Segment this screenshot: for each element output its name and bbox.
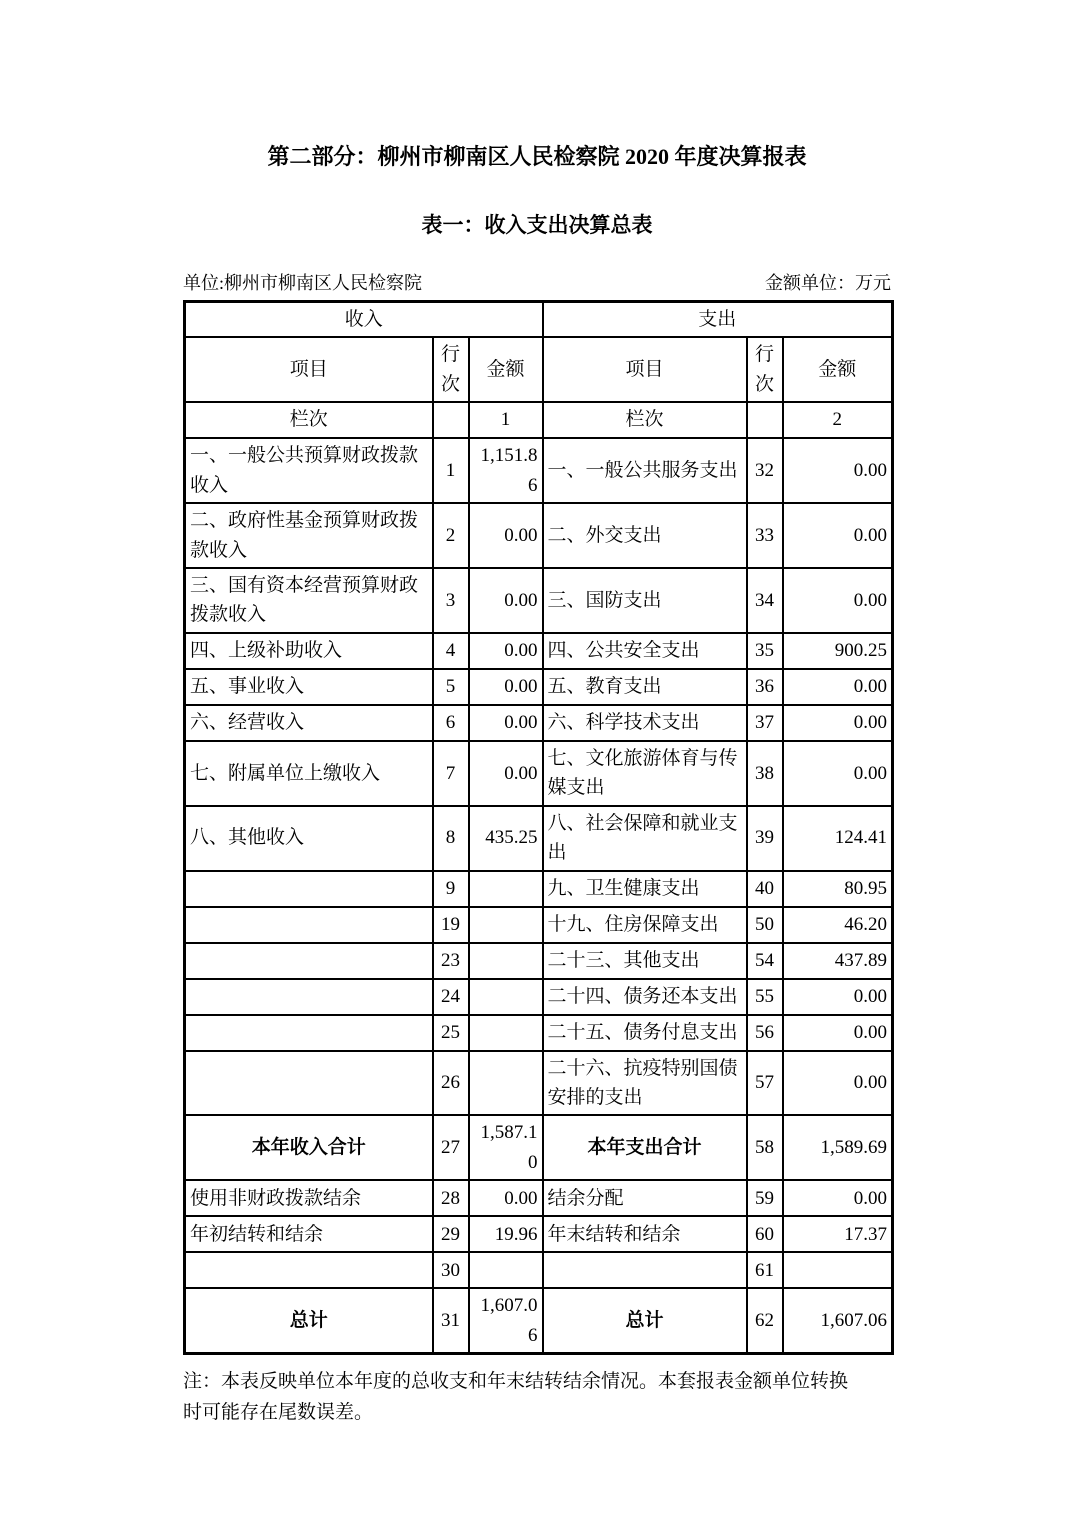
income-amount: 0.00 [469, 669, 543, 705]
expense-amount: 0.00 [783, 503, 893, 568]
expense-line-no: 61 [747, 1252, 783, 1288]
expense-amount: 124.41 [783, 806, 893, 871]
income-amount: 0.00 [469, 741, 543, 806]
income-item [185, 943, 433, 979]
expense-line-no: 56 [747, 1015, 783, 1051]
expense-amount: 437.89 [783, 943, 893, 979]
expense-amount [783, 1252, 893, 1288]
income-line-no: 6 [433, 705, 469, 741]
expense-line-no: 40 [747, 871, 783, 907]
income-line-no: 7 [433, 741, 469, 806]
income-line-column-header: 行次 [433, 337, 469, 402]
expense-item: 二十四、债务还本支出 [543, 979, 747, 1015]
expense-amount: 0.00 [783, 705, 893, 741]
income-amount [469, 943, 543, 979]
income-amount [469, 1252, 543, 1288]
expense-item: 七、文化旅游体育与传媒支出 [543, 741, 747, 806]
income-index-label: 栏次 [185, 402, 433, 438]
expense-amount: 900.25 [783, 633, 893, 669]
expense-item: 四、公共安全支出 [543, 633, 747, 669]
expense-line-no: 39 [747, 806, 783, 871]
expense-amount: 0.00 [783, 1051, 893, 1116]
table-meta-row [183, 273, 891, 295]
expense-amount-column-header: 金额 [783, 337, 893, 402]
expense-item: 二十三、其他支出 [543, 943, 747, 979]
expense-item [543, 1252, 747, 1288]
expense-item: 本年支出合计 [543, 1115, 747, 1180]
expense-amount: 0.00 [783, 1180, 893, 1216]
expense-section-header: 支出 [543, 301, 893, 337]
income-line-no: 19 [433, 907, 469, 943]
table-container [183, 273, 891, 1428]
table-row [185, 705, 893, 741]
page-title: 第二部分：柳州市柳南区人民检察院 2020 年度决算报表 [267, 144, 807, 169]
income-amount: 19.96 [469, 1216, 543, 1252]
income-line-no: 8 [433, 806, 469, 871]
income-amount-column-header: 金额 [469, 337, 543, 402]
expense-item: 九、卫生健康支出 [543, 871, 747, 907]
income-item: 四、上级补助收入 [185, 633, 433, 669]
income-item: 六、经营收入 [185, 705, 433, 741]
unit-label: 单位:柳州市柳南区人民检察院 [183, 273, 422, 294]
income-amount: 1,607.06 [469, 1288, 543, 1353]
expense-amount: 0.00 [783, 438, 893, 503]
grand-total-row [185, 1288, 893, 1353]
expense-item: 一、一般公共服务支出 [543, 438, 747, 503]
column-header-row [185, 337, 893, 402]
table-note: 注：本表反映单位本年度的总收支和年末结转结余情况。本套报表金额单位转换时可能存在尾数误差。 [183, 1371, 849, 1423]
expense-line-no: 57 [747, 1051, 783, 1116]
income-line-no: 1 [433, 438, 469, 503]
income-line-no: 5 [433, 669, 469, 705]
expense-line-no: 50 [747, 907, 783, 943]
table-row [185, 741, 893, 806]
expense-item: 八、社会保障和就业支出 [543, 806, 747, 871]
income-item [185, 871, 433, 907]
income-item [185, 907, 433, 943]
expense-item: 三、国防支出 [543, 568, 747, 633]
expense-line-no: 62 [747, 1288, 783, 1353]
expense-line-no: 58 [747, 1115, 783, 1180]
expense-line-no: 60 [747, 1216, 783, 1252]
expense-line-no: 32 [747, 438, 783, 503]
expense-item: 六、科学技术支出 [543, 705, 747, 741]
expense-index-label: 栏次 [543, 402, 747, 438]
income-column-index: 1 [469, 402, 543, 438]
expense-line-no: 37 [747, 705, 783, 741]
expense-line-no: 38 [747, 741, 783, 806]
income-amount: 1,151.86 [469, 438, 543, 503]
totals-row-current-year [185, 1115, 893, 1180]
income-amount: 0.00 [469, 705, 543, 741]
income-amount: 0.00 [469, 1180, 543, 1216]
income-item [185, 979, 433, 1015]
income-item [185, 1015, 433, 1051]
expense-item: 结余分配 [543, 1180, 747, 1216]
expense-line-no: 35 [747, 633, 783, 669]
income-expense-summary-table [183, 300, 894, 1355]
amount-unit-label: 金额单位：万元 [765, 273, 891, 294]
expense-item: 五、教育支出 [543, 669, 747, 705]
income-line-no: 30 [433, 1252, 469, 1288]
table-row [185, 1252, 893, 1288]
expense-item: 总计 [543, 1288, 747, 1353]
income-item: 本年收入合计 [185, 1115, 433, 1180]
income-item: 总计 [185, 1288, 433, 1353]
table-row [185, 943, 893, 979]
table-row [185, 907, 893, 943]
table-row [185, 871, 893, 907]
income-line-no: 9 [433, 871, 469, 907]
income-item [185, 1051, 433, 1116]
table-row [185, 568, 893, 633]
income-index-line-blank [433, 402, 469, 438]
income-item: 一、一般公共预算财政拨款收入 [185, 438, 433, 503]
table-row [185, 1051, 893, 1116]
expense-amount: 0.00 [783, 669, 893, 705]
table-row [185, 503, 893, 568]
table-row [185, 669, 893, 705]
expense-amount: 17.37 [783, 1216, 893, 1252]
expense-amount: 0.00 [783, 741, 893, 806]
expense-item: 二、外交支出 [543, 503, 747, 568]
expense-column-index: 2 [783, 402, 893, 438]
column-index-row [185, 402, 893, 438]
expense-item: 二十六、抗疫特别国债安排的支出 [543, 1051, 747, 1116]
income-line-no: 23 [433, 943, 469, 979]
income-item-column-header: 项目 [185, 337, 433, 402]
income-item: 年初结转和结余 [185, 1216, 433, 1252]
income-amount: 0.00 [469, 503, 543, 568]
income-amount [469, 871, 543, 907]
income-line-no: 29 [433, 1216, 469, 1252]
income-item: 七、附属单位上缴收入 [185, 741, 433, 806]
income-line-no: 4 [433, 633, 469, 669]
table-title: 表一：收入支出决算总表 [421, 213, 653, 238]
income-section-header: 收入 [185, 301, 543, 337]
expense-item: 十九、住房保障支出 [543, 907, 747, 943]
expense-item: 二十五、债务付息支出 [543, 1015, 747, 1051]
table-row [185, 1180, 893, 1216]
expense-amount: 0.00 [783, 568, 893, 633]
expense-line-no: 54 [747, 943, 783, 979]
expense-amount: 1,607.06 [783, 1288, 893, 1353]
income-amount: 1,587.10 [469, 1115, 543, 1180]
income-line-no: 24 [433, 979, 469, 1015]
expense-amount: 1,589.69 [783, 1115, 893, 1180]
section-header-row [185, 301, 893, 337]
expense-item: 年末结转和结余 [543, 1216, 747, 1252]
expense-line-no: 34 [747, 568, 783, 633]
income-line-no: 26 [433, 1051, 469, 1116]
income-item: 二、政府性基金预算财政拨款收入 [185, 503, 433, 568]
table-row [185, 633, 893, 669]
income-item: 使用非财政拨款结余 [185, 1180, 433, 1216]
table-row [185, 438, 893, 503]
income-line-no: 31 [433, 1288, 469, 1353]
expense-item-column-header: 项目 [543, 337, 747, 402]
income-line-no: 27 [433, 1115, 469, 1180]
income-item: 五、事业收入 [185, 669, 433, 705]
expense-line-no: 59 [747, 1180, 783, 1216]
table-row [185, 1216, 893, 1252]
income-amount: 435.25 [469, 806, 543, 871]
income-item: 八、其他收入 [185, 806, 433, 871]
income-amount: 0.00 [469, 568, 543, 633]
expense-line-no: 55 [747, 979, 783, 1015]
expense-amount: 80.95 [783, 871, 893, 907]
income-amount [469, 979, 543, 1015]
expense-line-column-header: 行次 [747, 337, 783, 402]
income-line-no: 3 [433, 568, 469, 633]
expense-amount: 46.20 [783, 907, 893, 943]
expense-index-line-blank [747, 402, 783, 438]
income-line-no: 28 [433, 1180, 469, 1216]
table-row [185, 1015, 893, 1051]
income-line-no: 25 [433, 1015, 469, 1051]
table-row [185, 806, 893, 871]
income-line-no: 2 [433, 503, 469, 568]
income-item: 三、国有资本经营预算财政拨款收入 [185, 568, 433, 633]
expense-amount: 0.00 [783, 1015, 893, 1051]
income-amount: 0.00 [469, 633, 543, 669]
income-amount [469, 907, 543, 943]
table-row [185, 979, 893, 1015]
expense-line-no: 33 [747, 503, 783, 568]
income-item [185, 1252, 433, 1288]
expense-line-no: 36 [747, 669, 783, 705]
expense-amount: 0.00 [783, 979, 893, 1015]
income-amount [469, 1051, 543, 1116]
income-amount [469, 1015, 543, 1051]
